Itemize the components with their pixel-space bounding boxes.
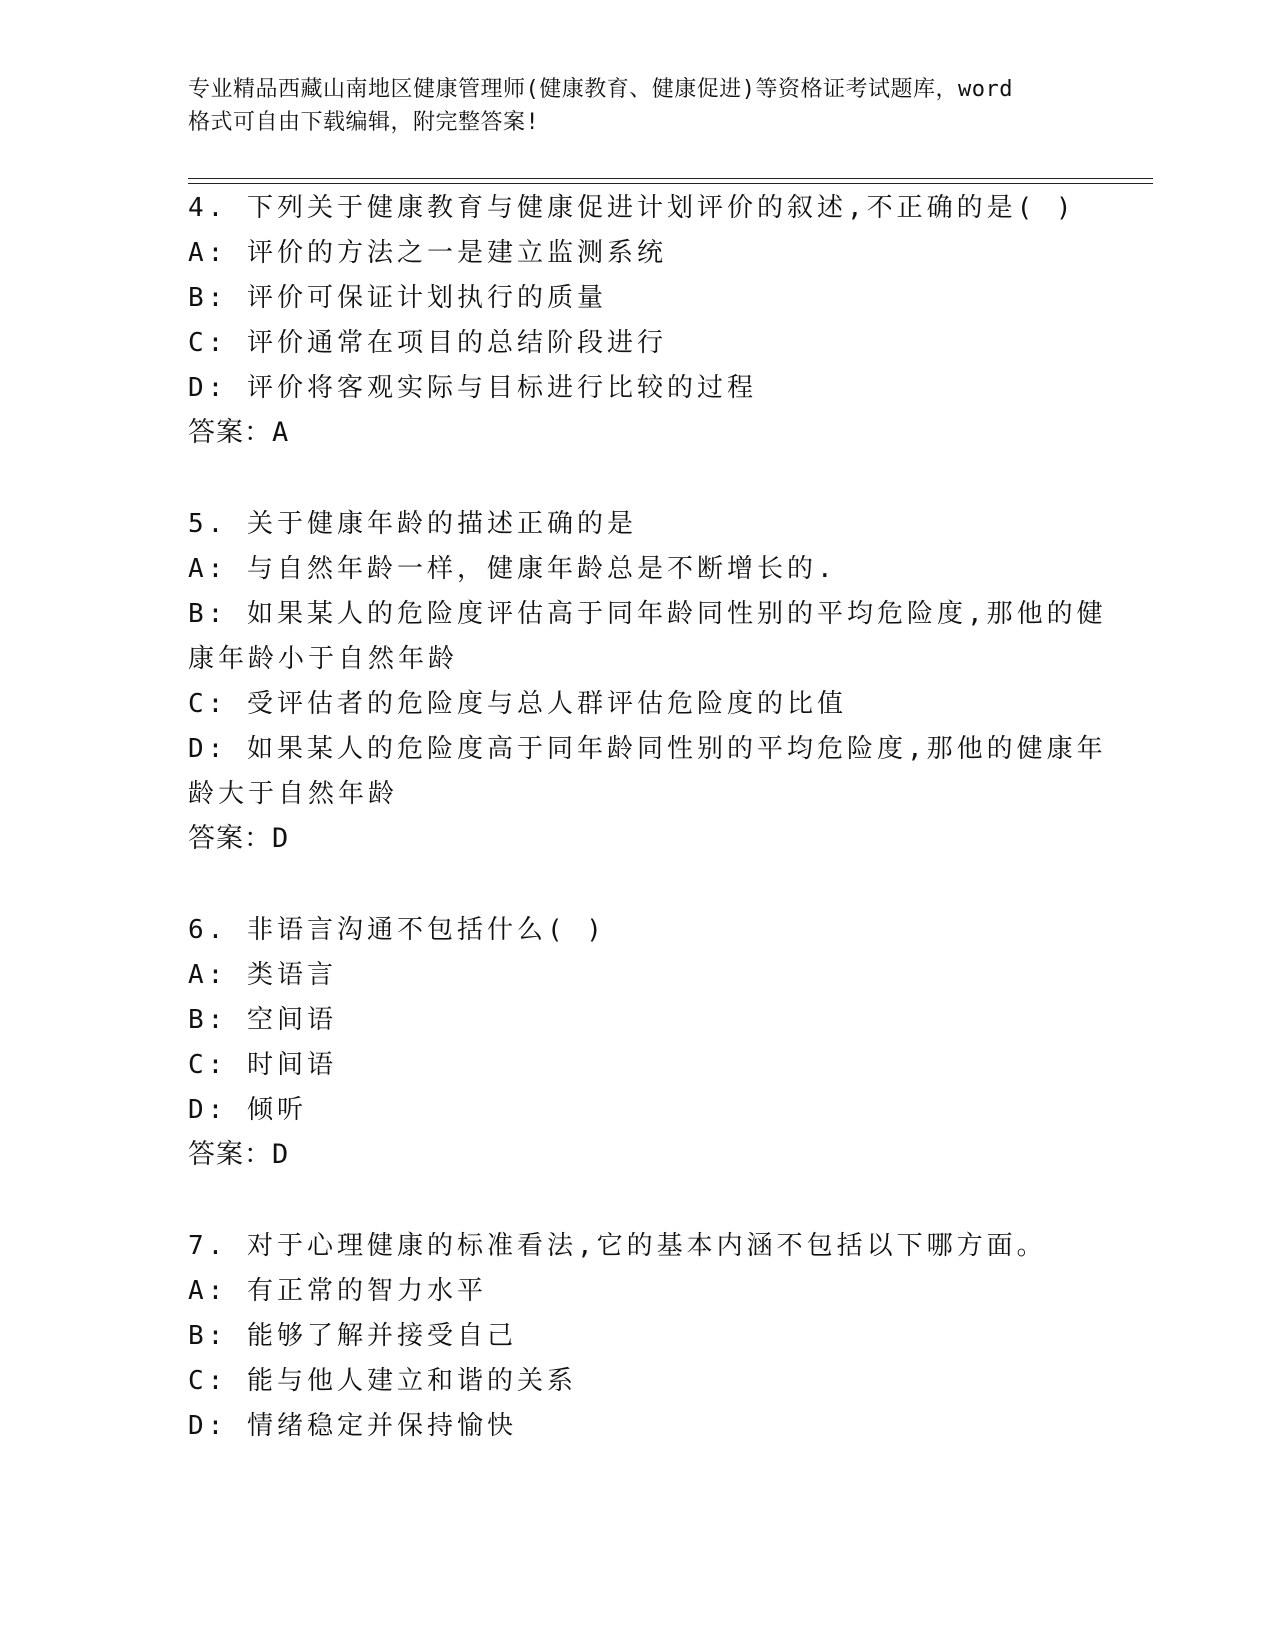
question-5-option-d-continued: 龄大于自然年龄 [188,779,399,809]
question-5-option-b-continued: 康年龄小于自然年龄 [188,644,459,674]
question-7-option-b: B: 能够了解并接受自己 [188,1321,517,1351]
header-line-2: 格式可自由下载编辑，附完整答案! [188,110,540,135]
question-4-option-b: B: 评价可保证计划执行的质量 [188,283,607,313]
question-4-option-a: A: 评价的方法之一是建立监测系统 [188,238,667,268]
answer-label: 答案： [188,417,272,448]
question-6-option-d: D: 倾听 [188,1095,307,1125]
question-6-option-c: C: 时间语 [188,1050,337,1080]
answer-value: D [272,1139,289,1170]
question-6-answer [188,1139,288,1171]
question-5-option-d: D: 如果某人的危险度高于同年龄同性别的平均危险度,那他的健康年 [188,734,1107,764]
question-7-option-c: C: 能与他人建立和谐的关系 [188,1366,577,1396]
document-header [188,73,1088,139]
header-line-1: 专业精品西藏山南地区健康管理师(健康教育、健康促进)等资格证考试题库，word [188,77,1013,102]
question-4-answer [188,417,288,449]
answer-value: A [272,417,289,448]
header-divider-bottom [188,183,1153,184]
header-divider-top [188,178,1153,179]
question-6-option-a: A: 类语言 [188,960,337,990]
question-6-stem: 6. 非语言沟通不包括什么( ) [188,915,606,945]
question-6-option-b: B: 空间语 [188,1005,337,1035]
question-5-option-a: A: 与自然年龄一样，健康年龄总是不断增长的. [188,554,837,584]
answer-label: 答案： [188,1139,272,1170]
answer-value: D [272,823,289,854]
question-7-option-a: A: 有正常的智力水平 [188,1276,487,1306]
question-4-option-c: C: 评价通常在项目的总结阶段进行 [188,328,667,358]
question-5-stem: 5. 关于健康年龄的描述正确的是 [188,509,637,539]
question-7-option-d: D: 情绪稳定并保持愉快 [188,1411,517,1441]
question-4-stem: 4. 下列关于健康教育与健康促进计划评价的叙述,不正确的是( ) [188,193,1076,223]
question-5-answer [188,823,288,855]
question-5-option-c: C: 受评估者的危险度与总人群评估危险度的比值 [188,689,847,719]
question-5-option-b: B: 如果某人的危险度评估高于同年龄同性别的平均危险度,那他的健 [188,599,1107,629]
answer-label: 答案： [188,823,272,854]
question-4-option-d: D: 评价将客观实际与目标进行比较的过程 [188,373,757,403]
question-7-stem: 7. 对于心理健康的标准看法,它的基本内涵不包括以下哪方面。 [188,1231,1047,1261]
